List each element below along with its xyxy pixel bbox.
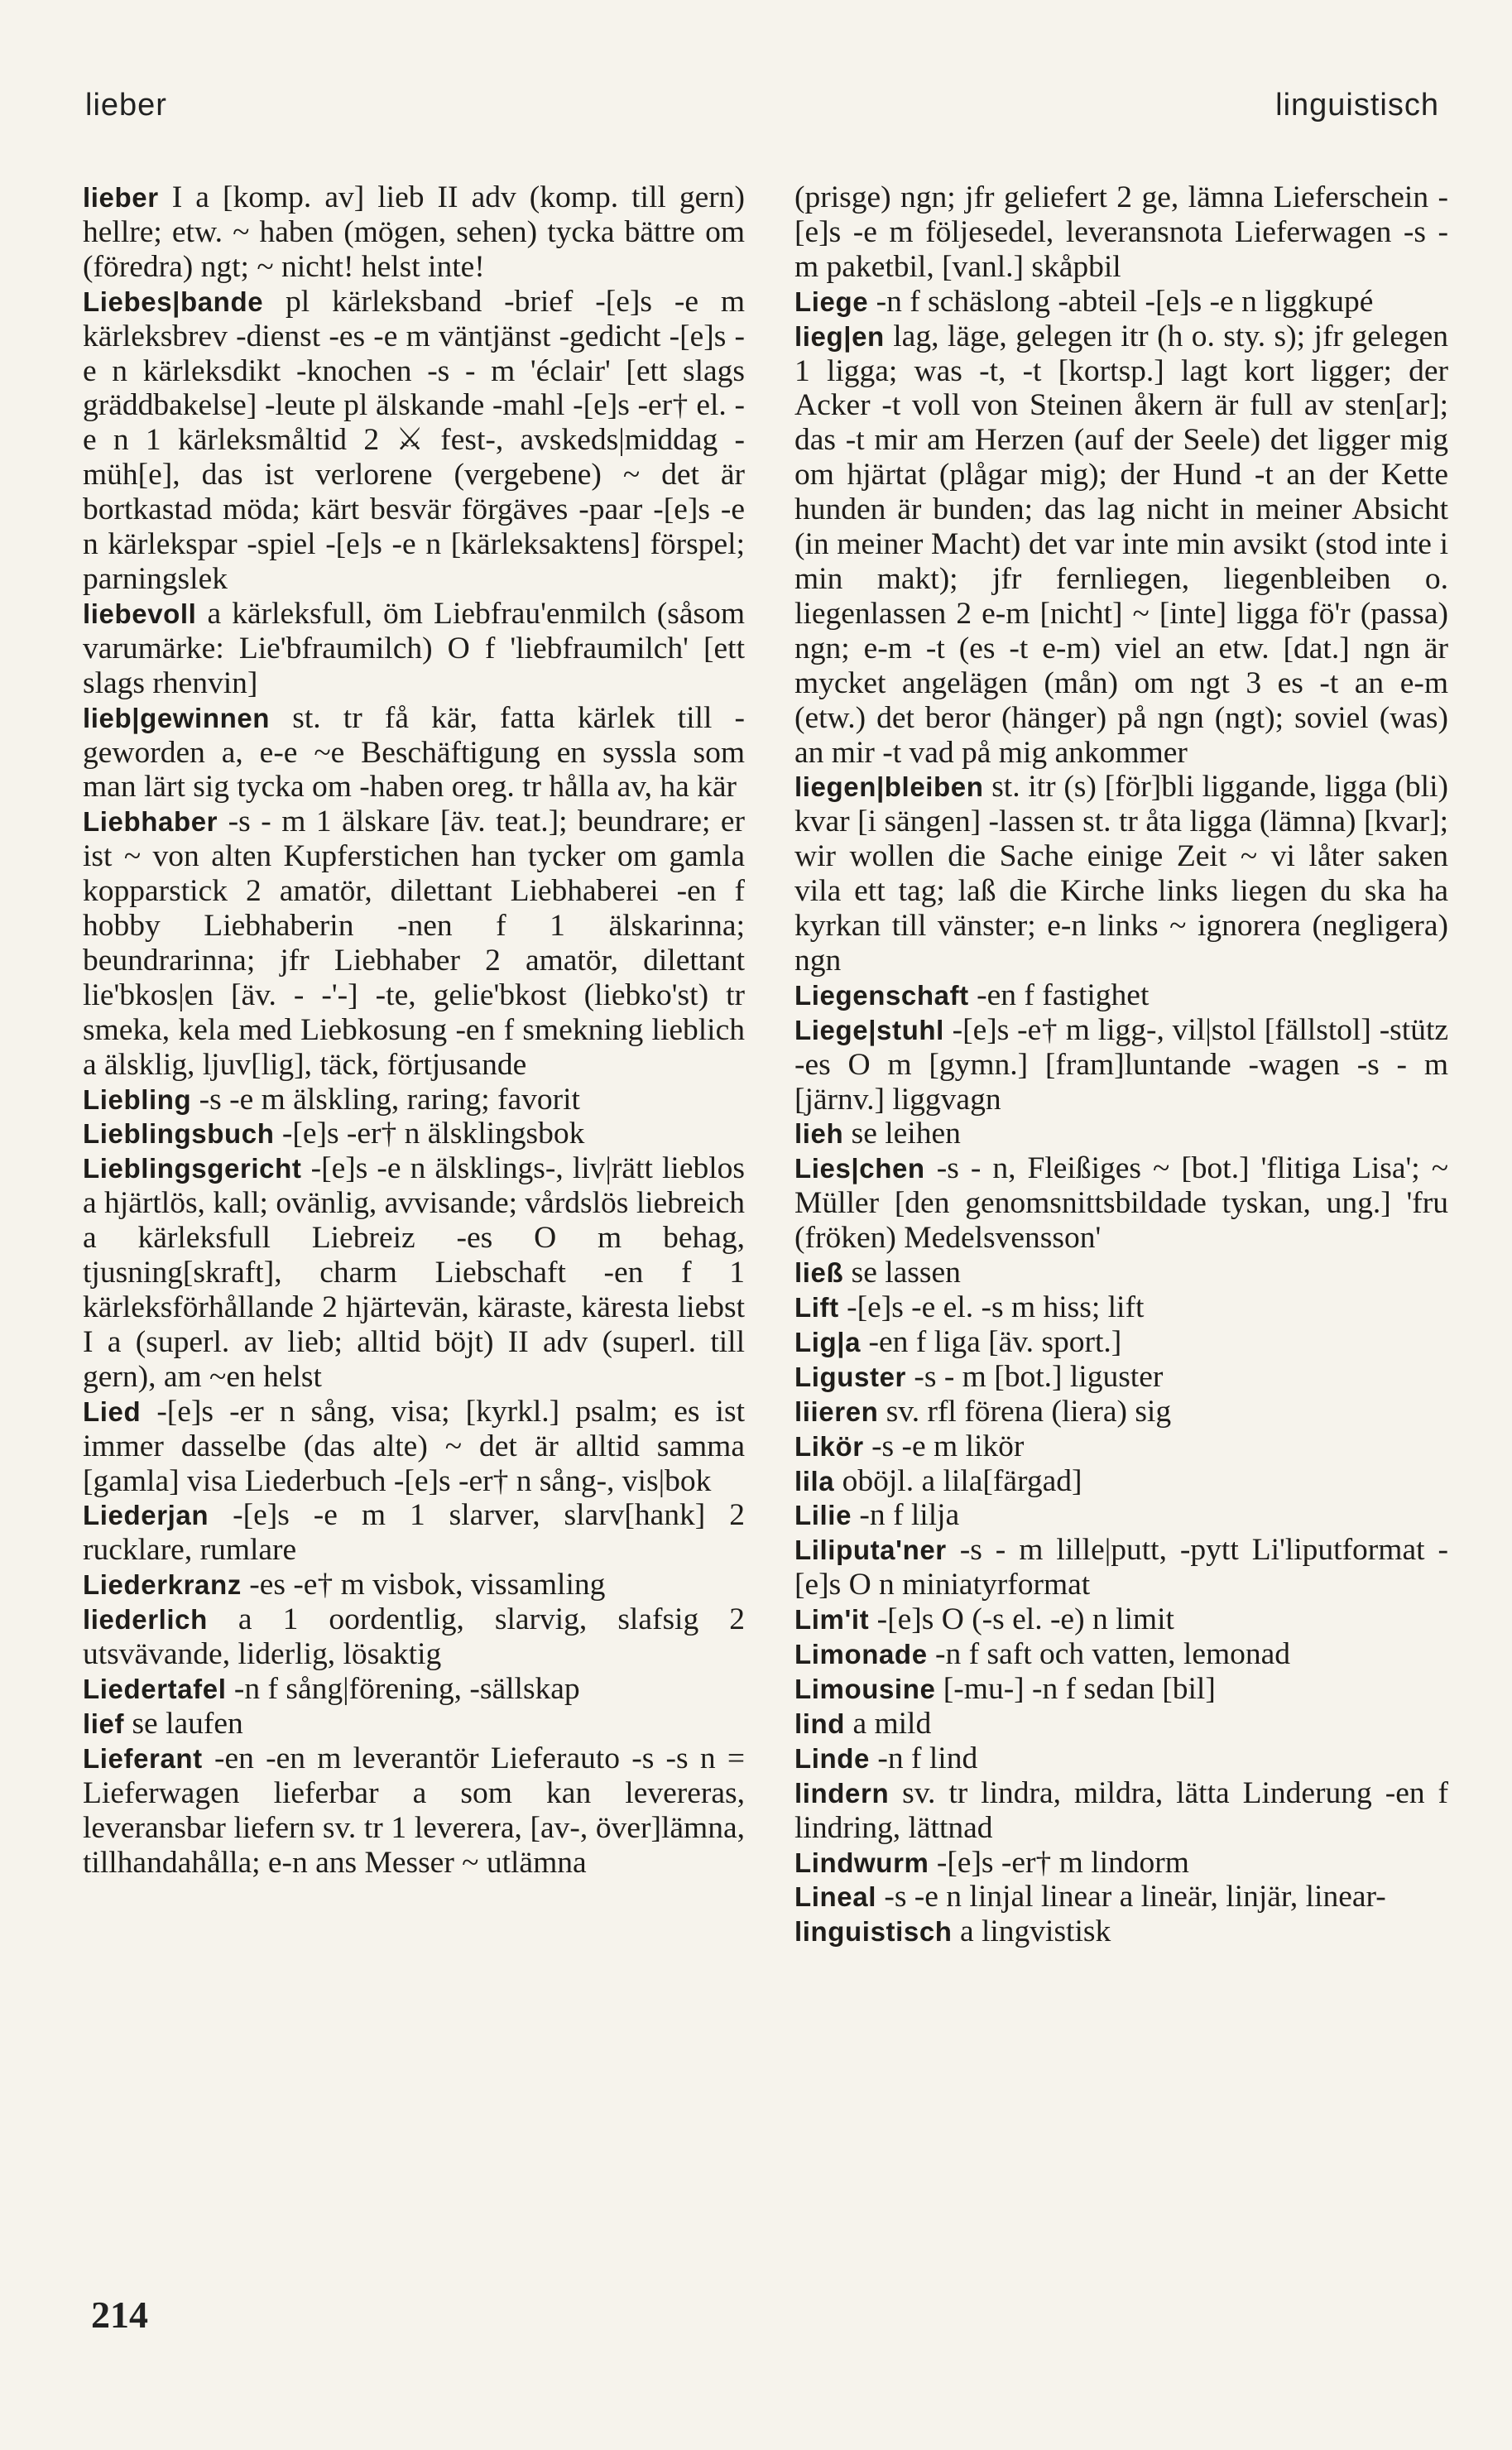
definition: -[e]s -er† m lindorm	[936, 1845, 1189, 1880]
headword: lindern	[794, 1777, 890, 1809]
definition: -n f schäslong -abteil -[e]s -e n liggkupé	[876, 284, 1374, 319]
entry	[794, 1117, 1448, 1151]
headword: liebevoll	[83, 598, 197, 629]
definition: -s - m lille|putt, -pytt Li'liputformat -[e]s O n miniatyrformat	[794, 1533, 1448, 1602]
headword: Lim'it	[794, 1604, 870, 1636]
definition: se laufen	[132, 1706, 243, 1741]
definition: a lingvistisk	[959, 1914, 1111, 1949]
headword: lieg|en	[794, 320, 885, 352]
definition: -s - m [bot.] liguster	[914, 1359, 1164, 1394]
entry	[794, 1013, 1448, 1117]
definition: pl kärleksband -brief -[e]s -e m kärleksbrev -dienst -es -e m väntjänst -gedicht -[e]s -e n kärleksdikt -knochen -s - m 'éclair' [ett slags gräddbakelse] -leute pl älskande -mahl -[e]s -er† el. -e n 1 kärleksmåltid 2 ⚔ fest-, avskeds|middag -müh[e], das ist verlorene (vergebene) ~ det är bortkastad möda; kärt besvär förgäves -paar -[e]s -e n kärlekspar -spiel -[e]s -e n [kärleksaktens] förspel; parningslek	[83, 284, 745, 596]
entry	[794, 1637, 1448, 1672]
headword: Lig|a	[794, 1326, 862, 1357]
definition: -s -e n linjal linear a lineär, linjär, linear-	[884, 1880, 1386, 1914]
definition: -en f liga [äv. sport.]	[868, 1324, 1122, 1359]
entry	[794, 1533, 1448, 1602]
definition: se lassen	[851, 1256, 961, 1290]
definition: -en -en m leverantör Lieferauto -s -s n = Lieferwagen lieferbar a som kan levereras, leveransbar liefern sv. tr 1 leverera, [av-, över]lämna, tillhandahålla; e-n ans Messer ~ utlämna	[83, 1741, 745, 1880]
headword: Liege|stuhl	[794, 1014, 944, 1045]
entry	[794, 1325, 1448, 1360]
headword: Liederjan	[83, 1500, 209, 1531]
definition: -s -e m älskling, raring; favorit	[199, 1082, 580, 1117]
entry	[83, 1117, 745, 1151]
entry	[83, 1395, 745, 1499]
headword: Linde	[794, 1742, 870, 1774]
definition: I a [komp. av] lieb II adv (komp. till gern) hellre; etw. ~ haben (mögen, sehen) tycka bättre om (föredra) ngt; ~ nicht! helst inte!	[83, 180, 745, 284]
entry	[794, 978, 1448, 1013]
definition: -s - n, Fleißiges ~ [bot.] 'flitiga Lisa'; ~ Müller [den genomsnittsbildade tyskan, ung.] 'fru (fröken) Medelsvensson'	[794, 1151, 1448, 1256]
headword: liederlich	[83, 1604, 208, 1636]
entry	[794, 1429, 1448, 1464]
left-column	[83, 180, 745, 1880]
entry	[83, 1707, 745, 1741]
definition: -[e]s -e n älsklings-, liv|rätt lieblos a hjärtlös, kall; ovänlig, avvisande; vårdslös liebreich a kärleksfull Liebreiz -es O m behag, tjusning[skraft], charm Liebschaft -en f 1 kärleksförhållande 2 hjärtevän, käraste, käresta liebst I a (superl. av lieb; alltid böjt) II adv (superl. till gern), am ~en helst	[83, 1151, 746, 1394]
entry	[83, 597, 745, 701]
headword: linguistisch	[794, 1916, 953, 1948]
entry	[794, 1256, 1448, 1290]
definition: (prisge) ngn; jfr geliefert 2 ge, lämna Lieferschein -[e]s -e m följesedel, leveransnota Lieferwagen -s - m paketbil, [vanl.] skåpbil	[794, 180, 1448, 284]
right-column	[794, 180, 1448, 1949]
entry	[794, 770, 1448, 978]
entry	[794, 1776, 1448, 1846]
definition: [-mu-] -n f sedan [bil]	[943, 1671, 1216, 1706]
entry	[794, 1151, 1448, 1256]
definition: -n f sång|förening, -sällskap	[233, 1671, 580, 1706]
definition: a 1 oordentlig, slarvig, slafsig 2 utsvävande, liderlig, lösaktig	[83, 1602, 745, 1672]
entry	[794, 180, 1448, 285]
entry	[794, 1741, 1448, 1776]
definition: -s - m 1 älskare [äv. teat.]; beundrare; er ist ~ von alten Kupferstichen han tycker om gamla kopparstick 2 amatör, dilettant Liebhaberei -en f hobby Liebhaberin -nen f 1 älskarinna; beundrarinna; jfr Liebhaber 2 amatör, dilettant lie'bkos|en [äv. - -'-] -te, gelie'bkost (liebko'st) tr smeka, kela med Liebkosung -en f smekning lieblich a älsklig, ljuv[lig], täck, förtjusande	[83, 805, 746, 1082]
entry	[83, 1083, 745, 1117]
headword: Liegenschaft	[794, 979, 969, 1011]
headword: Liebhaber	[83, 806, 218, 838]
entry	[794, 1707, 1448, 1741]
headword: Liederkranz	[83, 1569, 242, 1601]
entry	[83, 701, 745, 805]
definition: -[e]s -er† n älsklingsbok	[281, 1117, 585, 1151]
entry	[794, 1602, 1448, 1637]
definition: sv. tr lindra, mildra, lätta Linderung -en f lindring, lättnad	[794, 1775, 1448, 1845]
headword: lieber	[83, 182, 159, 213]
headword: Lilie	[794, 1500, 852, 1531]
headword: lila	[794, 1465, 835, 1496]
definition: -[e]s -e† m ligg-, vil|stol [fällstol] -stütz -es O m [gymn.] [fram]luntande -wagen -s - m [järnv.] liggvagn	[794, 1012, 1449, 1117]
headword: Liedertafel	[83, 1673, 227, 1704]
headword: Lied	[83, 1396, 142, 1427]
running-head-right: linguistisch	[1275, 88, 1439, 122]
headword: liegen|bleiben	[794, 771, 984, 803]
running-head-left: lieber	[85, 88, 167, 122]
headword: ließ	[794, 1257, 844, 1289]
headword: lieb|gewinnen	[83, 702, 271, 733]
definition: -n f lind	[877, 1741, 978, 1775]
headword: Lieferant	[83, 1742, 203, 1774]
entry	[794, 1395, 1448, 1429]
entry	[794, 285, 1448, 319]
entry	[794, 1498, 1448, 1533]
headword: Liebes|bande	[83, 286, 264, 317]
definition: -en f fastighet	[977, 978, 1150, 1012]
page-number: 214	[91, 2294, 148, 2336]
headword: Liebling	[83, 1083, 192, 1115]
headword: liieren	[794, 1396, 879, 1427]
headword: Lift	[794, 1292, 839, 1323]
headword: Limonade	[794, 1639, 928, 1670]
entry	[83, 285, 745, 597]
entry	[83, 1672, 745, 1707]
entry	[83, 1602, 745, 1672]
definition: -n f saft och vatten, lemonad	[935, 1637, 1291, 1672]
headword: lind	[794, 1708, 846, 1739]
entry	[794, 1880, 1448, 1914]
headword: Likör	[794, 1430, 864, 1462]
entry	[794, 1290, 1448, 1325]
entry	[794, 1914, 1448, 1949]
definition: a kärleksfull, öm Liebfrau'enmilch (såsom varumärke: Lie'bfraumilch) O f 'liebfraumilch' [ett slags rhenvin]	[83, 596, 745, 700]
entry	[794, 1464, 1448, 1499]
entry	[794, 1846, 1448, 1881]
headword: lief	[83, 1708, 125, 1739]
entry	[83, 1151, 745, 1394]
definition: st. tr få kär, fatta kärlek till -geworden a, e-e ~e Beschäftigung en syssla som man lärt sig tycka om -haben oreg. tr hålla av, ha kär	[83, 700, 746, 805]
headword: Liege	[794, 286, 869, 317]
headword: Liliputa'ner	[794, 1535, 947, 1566]
entry	[83, 805, 745, 1082]
definition: oböjl. a lila[färgad]	[842, 1463, 1082, 1498]
headword: lieh	[794, 1118, 844, 1150]
definition: st. itr (s) [för]bli liggande, ligga (bli) kvar [i sängen] -lassen st. tr åta ligga (lämna) [kvar]; wir wollen die Sache einige Zeit ~ vi låter saken vila ett tag; laß die Kirche links liegen du ska ha kyrkan till vänster; e-n links ~ ignorera (negligera) ngn	[794, 770, 1448, 978]
headword: Lineal	[794, 1881, 876, 1913]
entry	[83, 1498, 745, 1568]
entry	[794, 319, 1448, 771]
headword: Lies|chen	[794, 1153, 925, 1184]
definition: -n f lilja	[859, 1498, 960, 1533]
headword: Limousine	[794, 1673, 936, 1704]
entry	[83, 180, 745, 285]
definition: se leihen	[851, 1117, 961, 1151]
entry	[83, 1568, 745, 1602]
entry	[794, 1672, 1448, 1707]
definition: -[e]s O (-s el. -e) n limit	[876, 1602, 1174, 1637]
definition: -es -e† m visbok, vissamling	[249, 1568, 606, 1602]
headword: Liguster	[794, 1361, 906, 1392]
definition: -[e]s -e m 1 slarver, slarv[hank] 2 rucklare, rumlare	[83, 1498, 746, 1568]
definition: -[e]s -e el. -s m hiss; lift	[847, 1290, 1145, 1324]
definition: lag, läge, gelegen itr (h o. sty. s); jfr gelegen 1 ligga; was -t, -t [kortsp.] lagt kort ligger; der Acker -t voll von Steinen åkern är full av sten[ar]; das -t mir am Herzen (auf der Seele) det ligger mig om hjärtat (plågar mig); der Hund -t an der Kette hunden är bunden; das lag nicht in meiner Absicht (in meiner Macht) det var inte min avsikt (stod inte i min makt); jfr fernliegen, liegenbleiben o. liegenlassen 2 e-m [nicht] ~ [inte] ligga fö'r (passa) ngn; e-m -t (es -t e-m) viel an etw. [dat.] ngn är mycket angelägen (mån) om ngt 3 es -t an e-m (etw.) det beror (hänger) på ngn (ngt); soviel (was) an mir -t vad på mig ankommer	[794, 319, 1448, 770]
definition: sv. rfl förena (liera) sig	[886, 1394, 1172, 1429]
entry	[794, 1360, 1448, 1395]
headword: Lieblingsgericht	[83, 1153, 302, 1184]
entry	[83, 1741, 745, 1881]
definition: -s -e m likör	[871, 1429, 1025, 1463]
definition: -[e]s -er n sång, visa; [kyrkl.] psalm; es ist immer dasselbe (das alte) ~ det är alltid samma [gamla] visa Liederbuch -[e]s -er† n sång-, vis|bok	[83, 1394, 745, 1498]
headword: Lindwurm	[794, 1847, 929, 1878]
definition: a mild	[852, 1706, 932, 1741]
headword: Lieblingsbuch	[83, 1118, 275, 1150]
